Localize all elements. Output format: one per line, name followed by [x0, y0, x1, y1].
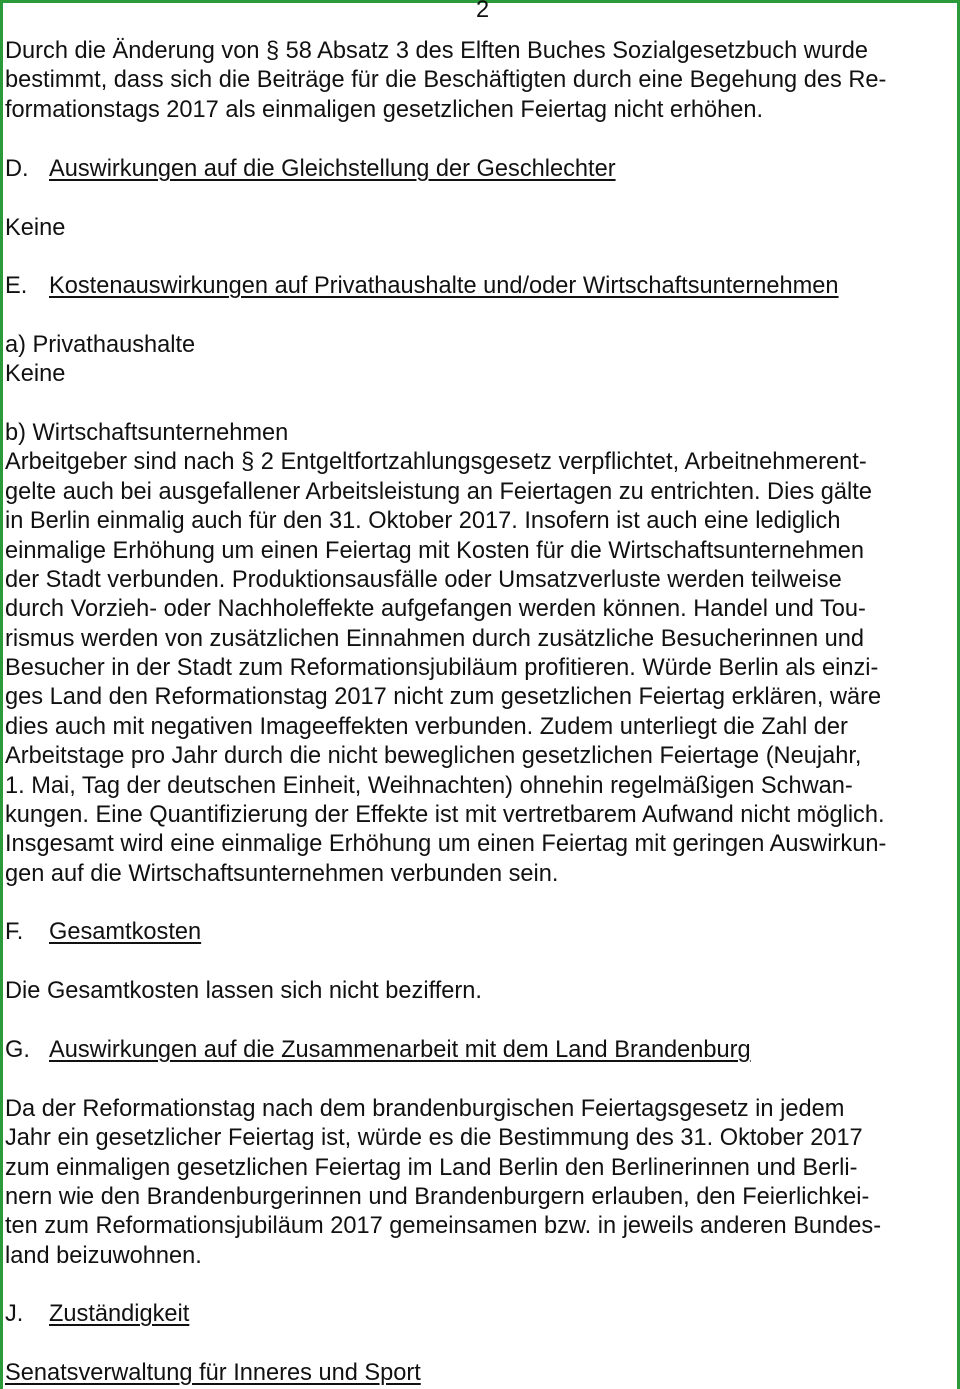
text-line: durch Vorzieh- oder Nachholeffekte aufgefangen werden können. Handel und Tou-: [5, 596, 866, 623]
section-g: [5, 1036, 881, 1271]
section-number: D.: [5, 156, 29, 182]
intro-paragraph: [5, 37, 886, 125]
section-j: [5, 1300, 421, 1388]
text-line: Da der Reformationstag nach dem brandenburgischen Feiertagsgesetz in jedem: [5, 1095, 845, 1122]
text-line: formationstags 2017 als einmaligen gesetzlichen Feiertag nicht erhöhen.: [5, 96, 764, 123]
subsection-label: b) Wirtschaftsunternehmen: [5, 419, 289, 446]
section-body: Die Gesamtkosten lassen sich nicht beziffern.: [5, 977, 482, 1004]
section-heading: [5, 918, 482, 947]
subsection-label: a) Privathaushalte: [5, 331, 196, 358]
text-line: gen auf die Wirtschaftsunternehmen verbunden sein.: [5, 860, 559, 887]
section-heading: [5, 1300, 421, 1329]
text-line: Insgesamt wird eine einmalige Erhöhung um einen Feiertag mit geringen Auswirkun-: [5, 831, 887, 858]
text-line: kungen. Eine Quantifizierung der Effekte ist mit vertretbarem Aufwand nicht möglich.: [5, 802, 885, 829]
section-title: Gesamtkosten: [49, 919, 202, 945]
text-line: Besucher in der Stadt zum Reformationsjubiläum profitieren. Würde Berlin als einzi-: [5, 655, 879, 682]
section-number: F.: [5, 919, 24, 945]
section-title: Kostenauswirkungen auf Privathaushalte und/oder Wirtschaftsunternehmen: [49, 273, 839, 299]
section-body: Senatsverwaltung für Inneres und Sport: [5, 1359, 421, 1386]
text-line: ges Land den Reformationstag 2017 nicht zum gesetzlichen Feiertag erklären, wäre: [5, 684, 882, 711]
section-body: Keine: [5, 214, 66, 241]
page-number: 2: [476, 0, 490, 23]
text-line: der Stadt verbunden. Produktionsausfälle oder Umsatzverluste werden teilweise: [5, 566, 842, 593]
text-line: Arbeitgeber sind nach § 2 Entgeltfortzahlungsgesetz verpflichtet, Arbeitnehmerent-: [5, 449, 867, 476]
text-line: nern wie den Brandenburgerinnen und Brandenburgern erlauben, den Feierlichkei-: [5, 1183, 870, 1210]
section-title: Auswirkungen auf die Zusammenarbeit mit dem Land Brandenburg: [49, 1037, 751, 1063]
text-line: Jahr ein gesetzlicher Feiertag ist, würde es die Bestimmung des 31. Oktober 2017: [5, 1125, 863, 1152]
section-number: J.: [5, 1301, 24, 1327]
text-line: zum einmaligen gesetzlichen Feiertag im Land Berlin den Berlinerinnen und Berli-: [5, 1154, 858, 1181]
section-heading: [5, 272, 886, 301]
section-d: [5, 155, 616, 243]
section-f: [5, 918, 482, 1006]
section-e: [5, 272, 886, 889]
text-line: gelte auch bei ausgefallener Arbeitsleistung an Feiertagen zu entrichten. Dies gälte: [5, 478, 872, 505]
section-title: Zuständigkeit: [49, 1301, 190, 1327]
section-number: G.: [5, 1037, 30, 1063]
text-line: land beizuwohnen.: [5, 1242, 202, 1269]
text-line: einmalige Erhöhung um einen Feiertag mit Kosten für die Wirtschaftsunternehmen: [5, 537, 864, 564]
subsection-body: Keine: [5, 361, 66, 388]
text-line: in Berlin einmalig auch für den 31. Oktober 2017. Insofern ist auch eine lediglich: [5, 508, 841, 535]
text-line: ten zum Reformationsjubiläum 2017 gemeinsamen bzw. in jeweils anderen Bundes-: [5, 1213, 882, 1240]
section-number: E.: [5, 273, 28, 299]
text-line: Durch die Änderung von § 58 Absatz 3 des Elften Buches Sozialgesetzbuch wurde: [5, 38, 869, 64]
text-line: 1. Mai, Tag der deutschen Einheit, Weihnachten) ohnehin regelmäßigen Schwan-: [5, 772, 853, 799]
text-line: bestimmt, dass sich die Beiträge für die Beschäftigten durch eine Begehung des Re-: [5, 67, 887, 94]
section-title: Auswirkungen auf die Gleichstellung der Geschlechter: [49, 156, 616, 182]
section-heading: [5, 155, 616, 184]
section-heading: [5, 1036, 881, 1065]
text-line: Arbeitstage pro Jahr durch die nicht beweglichen gesetzlichen Feiertage (Neujahr,: [5, 743, 862, 770]
text-line: rismus werden von zusätzlichen Einnahmen durch zusätzliche Besucherinnen und: [5, 625, 865, 652]
text-line: dies auch mit negativen Imageeffekten verbunden. Zudem unterliegt die Zahl der: [5, 713, 848, 740]
